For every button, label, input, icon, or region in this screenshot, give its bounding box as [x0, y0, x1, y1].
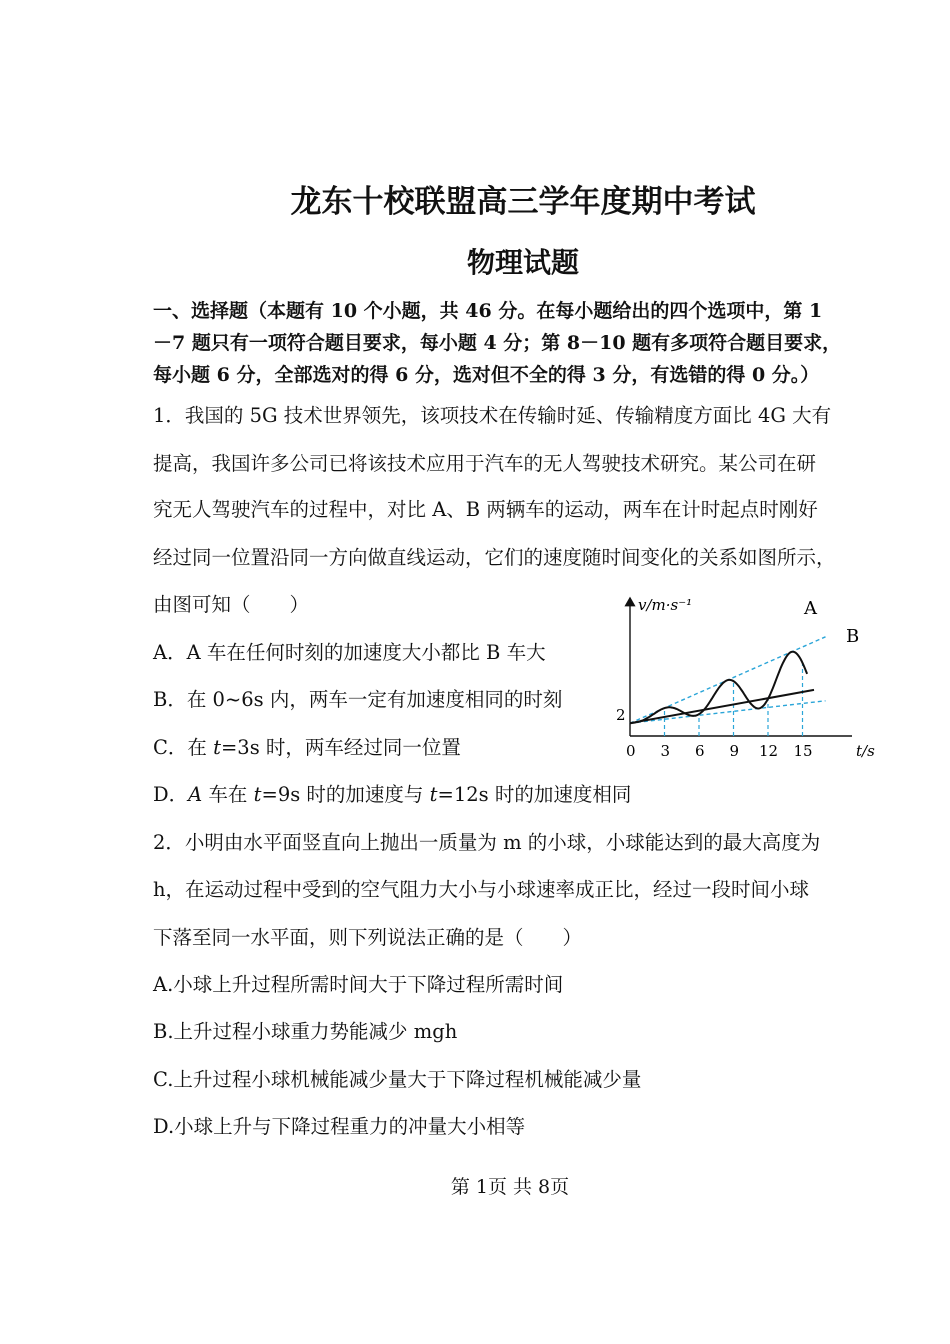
q1-option-d-var1: t	[253, 783, 262, 806]
exam-title: 龙东十校联盟高三学年度期中考试	[290, 184, 756, 220]
x-tick-label: 6	[695, 742, 705, 760]
q2-option-b: B.上升过程小球重力势能减少 mgh	[153, 1020, 458, 1043]
q1-option-d-suffix: =12s 时的加速度相同	[437, 783, 632, 806]
series-b-line	[630, 690, 814, 723]
subject-title: 物理试题	[466, 246, 579, 279]
x-tick-label: 3	[660, 742, 671, 760]
y-tick-2: 2	[616, 706, 626, 724]
q1-option-c-prefix: C．在	[153, 736, 214, 759]
q1-stem-line-2: 提高，我国许多公司已将该技术应用于汽车的无人驾驶技术研究。某公司在研	[153, 452, 817, 475]
q1-option-c-var: t	[213, 736, 221, 759]
q2-option-c: C.上升过程小球机械能减少量大于下降过程机械能减少量	[153, 1068, 642, 1091]
section-instructions-line-3: 每小题 6 分，全部选对的得 6 分，选对但不全的得 3 分，有选错的得 0 分。）	[153, 364, 820, 386]
x-tick-label: 9	[729, 742, 740, 760]
q1-stem-line-4: 经过同一位置沿同一方向做直线运动，它们的速度随时间变化的关系如图所示，	[153, 546, 836, 569]
section-instructions-line-1: 一、选择题（本题有 10 个小题，共 46 分。在每小题给出的四个选项中，第 1	[153, 300, 823, 322]
q1-option-d-mid1: 车在	[202, 783, 254, 806]
x-tick-label: 0	[626, 742, 636, 760]
series-a-label: A	[804, 598, 817, 619]
q1-option-d-prefix: D．	[153, 783, 189, 806]
velocity-time-chart	[612, 590, 894, 770]
q1-option-a: A．A 车在任何时刻的加速度大小都比 B 车大	[153, 641, 546, 664]
q1-option-d-var2: t	[429, 783, 438, 806]
q1-option-d	[153, 779, 631, 807]
q1-option-d-car: A	[188, 783, 203, 806]
q1-option-c	[153, 732, 461, 760]
q2-stem-line-1: 2．小明由水平面竖直向上抛出一质量为 m 的小球，小球能达到的最大高度为	[153, 831, 821, 854]
y-axis-label: v/m·s⁻¹	[638, 596, 693, 614]
q2-option-a: A.小球上升过程所需时间大于下降过程所需时间	[153, 973, 564, 996]
section-instructions-line-2: －7 题只有一项符合题目要求，每小题 4 分；第 8－10 题有多项符合题目要求，	[153, 332, 842, 354]
page-number: 第 1页 共 8页	[450, 1176, 570, 1198]
q1-option-c-suffix: =3s 时，两车经过同一位置	[220, 736, 461, 759]
q1-stem-line-5: 由图可知（ ）	[153, 593, 310, 616]
q1-option-d-mid2: =9s 时的加速度与	[261, 783, 430, 806]
lower-envelope-line	[630, 701, 826, 723]
q2-option-d: D.小球上升与下降过程重力的冲量大小相等	[153, 1115, 526, 1138]
q1-option-b: B．在 0~6s 内，两车一定有加速度相同的时刻	[153, 688, 563, 711]
q1-stem-line-1: 1．我国的 5G 技术世界领先，该项技术在传输时延、传输精度方面比 4G 大有	[153, 404, 832, 427]
q2-stem-line-2: h，在运动过程中受到的空气阻力大小与小球速率成正比，经过一段时间小球	[153, 878, 810, 901]
q2-stem-line-3: 下落至同一水平面，则下列说法正确的是（ ）	[153, 926, 583, 949]
series-a-curve	[630, 652, 807, 724]
x-tick-label: 12	[759, 742, 779, 760]
q1-stem-line-3: 究无人驾驶汽车的过程中，对比 A、B 两辆车的运动，两车在计时起点时刚好	[153, 498, 818, 521]
x-tick-label: 15	[793, 742, 813, 760]
series-b-label: B	[846, 626, 860, 647]
x-axis-label: t/s	[856, 742, 875, 760]
